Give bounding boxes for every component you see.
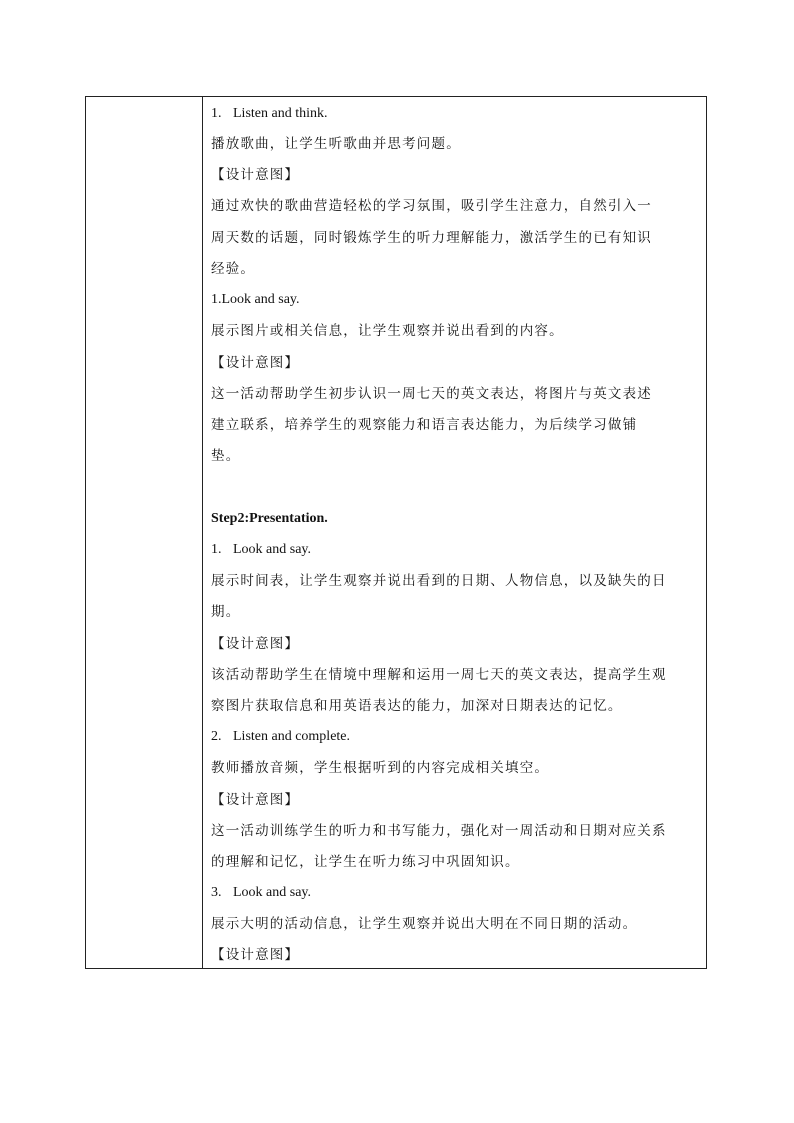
- activity-look-say: 3. Look and say.: [211, 885, 312, 900]
- activity-look-say: 1.Look and say.: [211, 292, 300, 307]
- activity-description: 展示时间表，让学生观察并说出看到的日期、人物信息，以及缺失的日: [211, 573, 667, 589]
- design-intent-text: 察图片获取信息和用英语表达的能力，加深对日期表达的记忆。: [211, 698, 623, 714]
- activity-description: 期。: [211, 604, 241, 620]
- table-left-column: [86, 97, 203, 968]
- activity-description: 教师播放音频，学生根据听到的内容完成相关填空。: [211, 760, 550, 776]
- design-intent-text: 经验。: [211, 261, 256, 277]
- table-right-column: [203, 97, 706, 968]
- design-intent-text: 周天数的话题，同时锻炼学生的听力理解能力，激活学生的已有知识: [211, 230, 652, 246]
- design-intent-text: 的理解和记忆，让学生在听力练习中巩固知识。: [211, 854, 520, 870]
- design-intent-text: 建立联系，培养学生的观察能力和语言表达能力，为后续学习做铺: [211, 417, 638, 433]
- activity-description: 播放歌曲，让学生听歌曲并思考问题。: [211, 136, 461, 152]
- design-intent-text: 这一活动帮助学生初步认识一周七天的英文表达，将图片与英文表述: [211, 386, 652, 402]
- design-intent-text: 通过欢快的歌曲营造轻松的学习氛围，吸引学生注意力，自然引入一: [211, 198, 652, 214]
- activity-description: 展示图片或相关信息，让学生观察并说出看到的内容。: [211, 323, 564, 339]
- design-intent-text: 这一活动训练学生的听力和书写能力，强化对一周活动和日期对应关系: [211, 823, 667, 839]
- activity-listen-think: 1. Listen and think.: [211, 106, 328, 121]
- design-intent-heading: 【设计意图】: [211, 792, 300, 808]
- activity-look-say: 1. Look and say.: [211, 542, 312, 557]
- activity-listen-complete: 2. Listen and complete.: [211, 729, 351, 744]
- design-intent-heading: 【设计意图】: [211, 636, 300, 652]
- design-intent-heading: 【设计意图】: [211, 947, 300, 963]
- design-intent-text: 垫。: [211, 448, 241, 464]
- design-intent-text: 该活动帮助学生在情境中理解和运用一周七天的英文表达，提高学生观: [211, 667, 667, 683]
- step-heading: Step2:Presentation.: [211, 511, 328, 526]
- design-intent-heading: 【设计意图】: [211, 167, 300, 183]
- lesson-table: [85, 96, 707, 969]
- activity-description: 展示大明的活动信息，让学生观察并说出大明在不同日期的活动。: [211, 916, 638, 932]
- design-intent-heading: 【设计意图】: [211, 355, 300, 371]
